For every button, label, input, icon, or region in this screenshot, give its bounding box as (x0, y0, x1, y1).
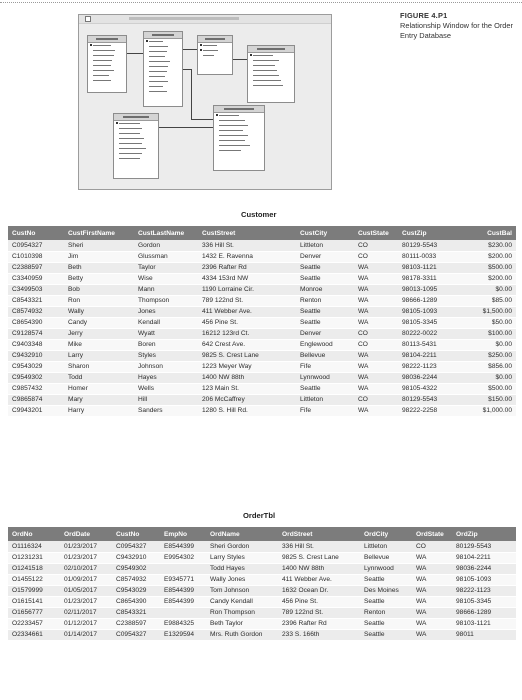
table-cell: 01/09/2017 (60, 574, 112, 585)
table-cell: Candy Kendall (206, 596, 278, 607)
ordertbl-table-box (143, 31, 183, 107)
table-cell: C8654390 (8, 317, 64, 328)
table-cell: Seattle (296, 273, 354, 284)
table-cell: 98105-4322 (398, 383, 460, 394)
table-cell: O1579999 (8, 585, 60, 596)
table-cell: C2388597 (112, 618, 160, 629)
table-cell: Taylor (134, 262, 198, 273)
table-cell: 98666-1289 (452, 607, 516, 618)
table-cell: CO (412, 541, 452, 552)
table-cell: 80129-5543 (452, 541, 516, 552)
table-cell: 98178-3311 (398, 273, 460, 284)
table-cell: C8543321 (112, 607, 160, 618)
table-cell: Styles (134, 350, 198, 361)
table-row (8, 240, 516, 251)
table-cell: Mike (64, 339, 134, 350)
table-row (8, 552, 516, 563)
table-row (8, 383, 516, 394)
column-header: CustLastName (134, 226, 198, 240)
table-cell: 98105-1093 (398, 306, 460, 317)
table-cell: WA (354, 295, 398, 306)
column-header: CustNo (112, 527, 160, 541)
table-row (8, 350, 516, 361)
table-cell: C9543029 (8, 361, 64, 372)
table-cell: $500.00 (460, 383, 516, 394)
table-row (8, 251, 516, 262)
table-cell: C0954327 (8, 240, 64, 251)
table-cell: C9432910 (8, 350, 64, 361)
table-cell: WA (354, 372, 398, 383)
table-cell: WA (412, 596, 452, 607)
table-cell: WA (412, 607, 452, 618)
table-cell: 336 Hill St. (198, 240, 296, 251)
table-cell: Seattle (360, 574, 412, 585)
table-cell: Seattle (296, 306, 354, 317)
table-cell: Ron Thompson (206, 607, 278, 618)
table-row (8, 607, 516, 618)
table-cell (160, 563, 206, 574)
table-cell: WA (412, 618, 452, 629)
table-cell: C8654390 (112, 596, 160, 607)
relationship-line (233, 59, 247, 60)
table-cell: Candy (64, 317, 134, 328)
table-cell: 80129-5543 (398, 240, 460, 251)
window-title-placeholder (129, 17, 239, 20)
table-row (8, 629, 516, 640)
table-cell: 98104-2211 (398, 350, 460, 361)
table-cell: C8574932 (8, 306, 64, 317)
table-cell: Gordon (134, 240, 198, 251)
table-cell: WA (412, 552, 452, 563)
table-cell: 98222-2258 (398, 405, 460, 416)
table-row (8, 596, 516, 607)
table-cell: C9549302 (8, 372, 64, 383)
table-cell: 1432 E. Ravenna (198, 251, 296, 262)
figure-number: FIGURE 4.P1 (400, 11, 448, 20)
table-cell: CO (354, 394, 398, 405)
table-cell: Tom Johnson (206, 585, 278, 596)
table-cell: Beth (64, 262, 134, 273)
table-cell: CO (354, 328, 398, 339)
table-cell: Boren (134, 339, 198, 350)
customer-table-box (87, 35, 127, 93)
table-cell: Des Moines (360, 585, 412, 596)
table-cell: $150.00 (460, 394, 516, 405)
column-header: OrdStreet (278, 527, 360, 541)
table-cell: $1,500.00 (460, 306, 516, 317)
table-cell: WA (354, 361, 398, 372)
column-header: EmpNo (160, 527, 206, 541)
column-header: CustStreet (198, 226, 296, 240)
table-cell: Seattle (360, 629, 412, 640)
table-row (8, 541, 516, 552)
table-cell: 4334 153rd NW (198, 273, 296, 284)
table-cell: C3499503 (8, 284, 64, 295)
table-cell: E9954302 (160, 552, 206, 563)
table-cell: Sheri (64, 240, 134, 251)
table-cell: 411 Webber Ave. (198, 306, 296, 317)
table-cell: E9884325 (160, 618, 206, 629)
table-cell: Jim (64, 251, 134, 262)
table-cell: 98666-1289 (398, 295, 460, 306)
column-header: CustFirstName (64, 226, 134, 240)
table-cell: Sanders (134, 405, 198, 416)
table-cell: Larry (64, 350, 134, 361)
table-cell: E9345771 (160, 574, 206, 585)
table-cell: WA (354, 273, 398, 284)
table-cell: 98105-1093 (452, 574, 516, 585)
table-cell: C9128574 (8, 328, 64, 339)
relationship-window (78, 14, 332, 190)
table-cell: Bellevue (296, 350, 354, 361)
table-cell: 456 Pine St. (198, 317, 296, 328)
table-row (8, 585, 516, 596)
table-cell: WA (412, 574, 452, 585)
table-cell: C9857432 (8, 383, 64, 394)
table-cell: 98103-1121 (452, 618, 516, 629)
table-row (8, 284, 516, 295)
table-cell: 2396 Rafter Rd (278, 618, 360, 629)
window-title-bar (79, 15, 331, 24)
table-cell: Wally (64, 306, 134, 317)
table-cell: WA (354, 383, 398, 394)
table-row (8, 361, 516, 372)
table-cell: Littleton (360, 541, 412, 552)
table-cell: Denver (296, 328, 354, 339)
table-cell: 80111-0033 (398, 251, 460, 262)
table-cell: 98222-1123 (452, 585, 516, 596)
table-cell: E8544399 (160, 541, 206, 552)
table-cell: Fife (296, 405, 354, 416)
table-cell: O2233457 (8, 618, 60, 629)
customer-table-body (8, 240, 516, 416)
table-cell: O1241518 (8, 563, 60, 574)
table-cell: Littleton (296, 394, 354, 405)
table-cell: Lynnwood (296, 372, 354, 383)
table-cell: Todd Hayes (206, 563, 278, 574)
column-header: OrdZip (452, 527, 516, 541)
product-table-box (247, 45, 295, 103)
table-cell: $100.00 (460, 328, 516, 339)
ordertbl-table-body (8, 541, 516, 640)
relationship-line (183, 69, 191, 70)
table-cell: 206 McCaffrey (198, 394, 296, 405)
table-cell: $250.00 (460, 350, 516, 361)
table-cell: $230.00 (460, 240, 516, 251)
table-cell: Renton (296, 295, 354, 306)
column-header: CustZip (398, 226, 460, 240)
table-cell: O1656777 (8, 607, 60, 618)
table-cell: Glussman (134, 251, 198, 262)
table-cell: $500.00 (460, 262, 516, 273)
table-cell: Sharon (64, 361, 134, 372)
table-cell: Wise (134, 273, 198, 284)
relationship-line (159, 127, 213, 128)
customer-table-title: Customer (241, 210, 277, 219)
table-cell: 98036-2244 (398, 372, 460, 383)
table-cell: WA (412, 629, 452, 640)
table-cell: Monroe (296, 284, 354, 295)
table-cell: 789 122nd St. (198, 295, 296, 306)
table-cell: 789 122nd St. (278, 607, 360, 618)
table-cell: 456 Pine St. (278, 596, 360, 607)
table-row (8, 328, 516, 339)
table-cell: Mary (64, 394, 134, 405)
table-cell: Seattle (296, 317, 354, 328)
table-cell: 1400 NW 88th (198, 372, 296, 383)
table-cell: O1116324 (8, 541, 60, 552)
column-header: OrdState (412, 527, 452, 541)
table-cell: C8574932 (112, 574, 160, 585)
table-row (8, 262, 516, 273)
table-cell: Bellevue (360, 552, 412, 563)
table-cell: WA (354, 350, 398, 361)
table-cell: $85.00 (460, 295, 516, 306)
table-cell: 01/23/2017 (60, 552, 112, 563)
table-cell: Sheri Gordon (206, 541, 278, 552)
table-row (8, 574, 516, 585)
table-cell: 98105-3345 (452, 596, 516, 607)
table-cell: 98104-2211 (452, 552, 516, 563)
table-cell: Wyatt (134, 328, 198, 339)
table-cell: C3340959 (8, 273, 64, 284)
figure-caption (400, 11, 518, 41)
table-cell: O1231231 (8, 552, 60, 563)
table-row (8, 618, 516, 629)
table-cell: 336 Hill St. (278, 541, 360, 552)
table-cell: 411 Webber Ave. (278, 574, 360, 585)
table-cell: CO (354, 251, 398, 262)
table-cell: WA (354, 262, 398, 273)
column-header: OrdCity (360, 527, 412, 541)
table-cell (160, 607, 206, 618)
table-cell: 9825 S. Crest Lane (278, 552, 360, 563)
table-cell: Kendall (134, 317, 198, 328)
table-cell: Hayes (134, 372, 198, 383)
table-row (8, 306, 516, 317)
table-cell: O1455122 (8, 574, 60, 585)
table-cell: 1190 Lorraine Cir. (198, 284, 296, 295)
table-cell: C9865874 (8, 394, 64, 405)
table-cell: Bob (64, 284, 134, 295)
table-cell: Harry (64, 405, 134, 416)
table-cell: 9825 S. Crest Lane (198, 350, 296, 361)
table-row (8, 394, 516, 405)
table-cell: CO (354, 339, 398, 350)
table-cell: 98013-1095 (398, 284, 460, 295)
table-cell: C1010398 (8, 251, 64, 262)
table-cell: C9943201 (8, 405, 64, 416)
table-cell: 16212 123rd Ct. (198, 328, 296, 339)
table-row (8, 372, 516, 383)
table-cell: WA (354, 306, 398, 317)
column-header: OrdNo (8, 527, 60, 541)
relationship-line (183, 49, 197, 50)
table-cell: 01/05/2017 (60, 585, 112, 596)
table-cell: Seattle (296, 262, 354, 273)
table-cell: 233 S. 166th (278, 629, 360, 640)
table-cell: 1400 NW 88th (278, 563, 360, 574)
table-cell: 80222-0022 (398, 328, 460, 339)
table-cell: $0.00 (460, 284, 516, 295)
table-cell: 1223 Meyer Way (198, 361, 296, 372)
table-cell: Beth Taylor (206, 618, 278, 629)
table-cell: CO (354, 240, 398, 251)
ordertbl-header-row (8, 527, 516, 541)
table-cell: E8544399 (160, 596, 206, 607)
table-cell: Wally Jones (206, 574, 278, 585)
table-cell: WA (354, 284, 398, 295)
table-cell: $200.00 (460, 273, 516, 284)
table-cell: Wells (134, 383, 198, 394)
table-cell: C9543029 (112, 585, 160, 596)
relationship-line (191, 119, 213, 120)
table-cell: C8543321 (8, 295, 64, 306)
table-row (8, 273, 516, 284)
app-icon (85, 16, 91, 22)
table-cell: C0954327 (112, 541, 160, 552)
column-header: CustCity (296, 226, 354, 240)
table-cell: $856.00 (460, 361, 516, 372)
table-cell: 02/10/2017 (60, 563, 112, 574)
table-cell: Betty (64, 273, 134, 284)
table-cell: 98011 (452, 629, 516, 640)
table-cell: 01/14/2017 (60, 629, 112, 640)
table-cell: Todd (64, 372, 134, 383)
table-cell: Johnson (134, 361, 198, 372)
table-cell: C0954327 (112, 629, 160, 640)
customer-table (8, 226, 516, 417)
table-cell: 98222-1123 (398, 361, 460, 372)
ordertbl-table-title: OrderTbl (243, 511, 276, 520)
column-header: OrdDate (60, 527, 112, 541)
table-cell: Jones (134, 306, 198, 317)
table-row (8, 405, 516, 416)
table-cell: Homer (64, 383, 134, 394)
figure-caption-text: Relationship Window for the Order Entry Database (400, 21, 513, 40)
table-cell: 1632 Ocean Dr. (278, 585, 360, 596)
table-cell: WA (354, 405, 398, 416)
table-cell: 01/12/2017 (60, 618, 112, 629)
table-cell: 80113-5431 (398, 339, 460, 350)
table-row (8, 317, 516, 328)
table-cell: E1329594 (160, 629, 206, 640)
table-cell: WA (412, 585, 452, 596)
table-cell: $1,000.00 (460, 405, 516, 416)
table-cell: WA (354, 317, 398, 328)
table-cell: 98036-2244 (452, 563, 516, 574)
table-cell: Hill (134, 394, 198, 405)
table-cell: 642 Crest Ave. (198, 339, 296, 350)
table-cell: Renton (360, 607, 412, 618)
table-cell: Jerry (64, 328, 134, 339)
table-cell: Littleton (296, 240, 354, 251)
table-cell: O2334661 (8, 629, 60, 640)
table-cell: 01/23/2017 (60, 596, 112, 607)
customer-header-row (8, 226, 516, 240)
table-cell: Larry Styles (206, 552, 278, 563)
employee-table-box-left (113, 113, 159, 179)
table-cell: Englewood (296, 339, 354, 350)
table-cell: Lynnwood (360, 563, 412, 574)
table-cell: $0.00 (460, 372, 516, 383)
table-cell: 2396 Rafter Rd (198, 262, 296, 273)
table-cell: C9549302 (112, 563, 160, 574)
table-cell: $200.00 (460, 251, 516, 262)
ordertbl-table (8, 527, 516, 641)
table-cell: Thompson (134, 295, 198, 306)
table-cell: Denver (296, 251, 354, 262)
employee-table-box-right (213, 105, 265, 171)
table-cell: C9403348 (8, 339, 64, 350)
table-cell: Seattle (296, 383, 354, 394)
relationship-line (127, 53, 143, 54)
table-cell: 98105-3345 (398, 317, 460, 328)
table-cell: C9432910 (112, 552, 160, 563)
top-rule (0, 2, 522, 3)
column-header: CustBal (460, 226, 516, 240)
table-cell: Fife (296, 361, 354, 372)
table-cell: 98103-1121 (398, 262, 460, 273)
table-row (8, 295, 516, 306)
column-header: OrdName (206, 527, 278, 541)
table-cell: 123 Main St. (198, 383, 296, 394)
table-row (8, 563, 516, 574)
relationship-line (191, 69, 192, 119)
column-header: CustState (354, 226, 398, 240)
table-cell: WA (412, 563, 452, 574)
table-row (8, 339, 516, 350)
table-cell: E8544399 (160, 585, 206, 596)
table-cell: Ron (64, 295, 134, 306)
table-cell: 1280 S. Hill Rd. (198, 405, 296, 416)
table-cell: 02/11/2017 (60, 607, 112, 618)
table-cell: Mann (134, 284, 198, 295)
table-cell: 01/23/2017 (60, 541, 112, 552)
table-cell: Seattle (360, 596, 412, 607)
table-cell: 80129-5543 (398, 394, 460, 405)
column-header: CustNo (8, 226, 64, 240)
table-cell: Seattle (360, 618, 412, 629)
table-cell: C2388597 (8, 262, 64, 273)
orderline-table-box (197, 35, 233, 75)
table-cell: $50.00 (460, 317, 516, 328)
table-cell: Mrs. Ruth Gordon (206, 629, 278, 640)
table-cell: $0.00 (460, 339, 516, 350)
table-cell: O1615141 (8, 596, 60, 607)
